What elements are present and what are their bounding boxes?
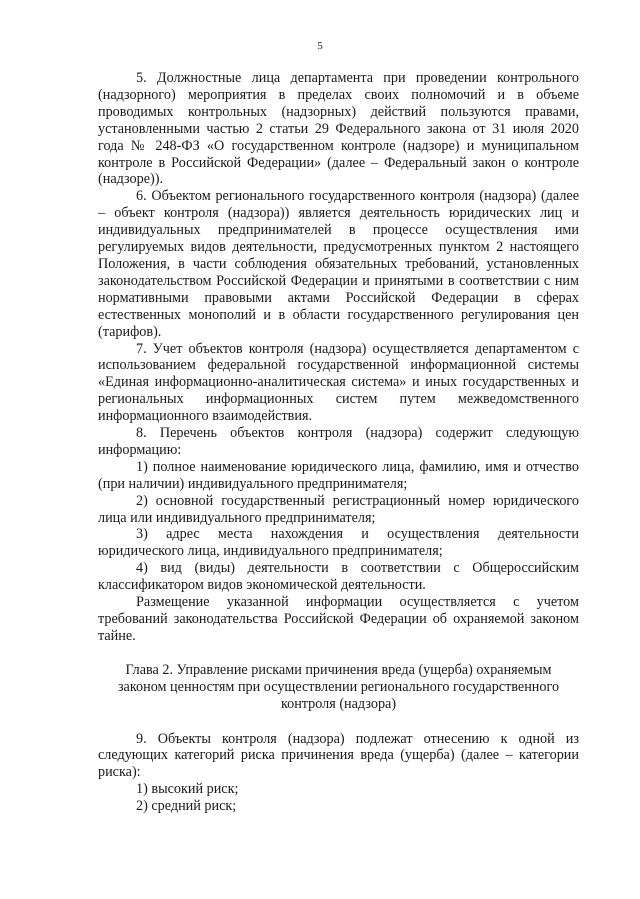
chapter-heading: Глава 2. Управление рисками причинения вреда (ущерба) охраняемым законом ценностям при осуществлении регионального государственного контроля (надзора) (117, 661, 560, 712)
list-item-3: 3) адрес места нахождения и осуществления деятельности юридического лица, индивидуального предпринимателя; (98, 526, 579, 560)
risk-category-high: 1) высокий риск; (136, 781, 239, 798)
paragraph-5: 5. Должностные лица департамента при проведении контрольного (надзорного) мероприятия в пределах своих полномочий и в объеме проводимых контрольных (надзорных) действий пользуются правами, установленными частью 2 статьи 29 Федерального закона от 31 июля 2020 года № 248-ФЗ «О государственном контроле (надзоре) и муниципальном контроле в Российской Федерации» (далее – Федеральный закон о контроле (надзоре)). (98, 70, 579, 188)
list-item-2: 2) основной государственный регистрационный номер юридического лица или индивидуального предпринимателя; (98, 492, 579, 526)
paragraph-7: 7. Учет объектов контроля (надзора) осуществляется департаментом с использованием федеральной государственной информационной системы «Единая информационно-аналитическая система» и иных государственных и региональных информационных систем путем межведомственного информационного взаимодействия. (98, 340, 579, 425)
paragraph-9: 9. Объекты контроля (надзора) подлежат отнесению к одной из следующих категорий риска причинения вреда (ущерба) (далее – категории риска): (98, 730, 579, 781)
list-item-1: 1) полное наименование юридического лица, фамилию, имя и отчество (при наличии) индивидуального предпринимателя; (98, 458, 579, 492)
paragraph-6: 6. Объектом регионального государственного контроля (надзора) (далее – объект контроля (надзора)) является деятельность юридических лиц и индивидуальных предпринимателей в процессе осуществления ими регулируемых видов деятельности, предусмотренных пунктом 2 настоящего Положения, в части соблюдения обязательных требований, установленных законодательством Российской Федерации и принятыми в соответствии с ним нормативными правовыми актами Российской Федерации в сферах естественных монополий и в области государственного регулирования цен (тарифов). (98, 188, 579, 340)
paragraph-disclosure: Размещение указанной информации осуществляется с учетом требований законодательства Российской Федерации об охраняемой законом тайне. (98, 594, 579, 644)
document-body (98, 70, 579, 815)
page-number: 5 (317, 40, 323, 52)
list-item-4: 4) вид (виды) деятельности в соответствии с Общероссийским классификатором видов экономической деятельности. (98, 560, 579, 594)
risk-category-medium: 2) средний риск; (136, 798, 237, 815)
paragraph-8: 8. Перечень объектов контроля (надзора) содержит следующую информацию: (98, 425, 579, 458)
